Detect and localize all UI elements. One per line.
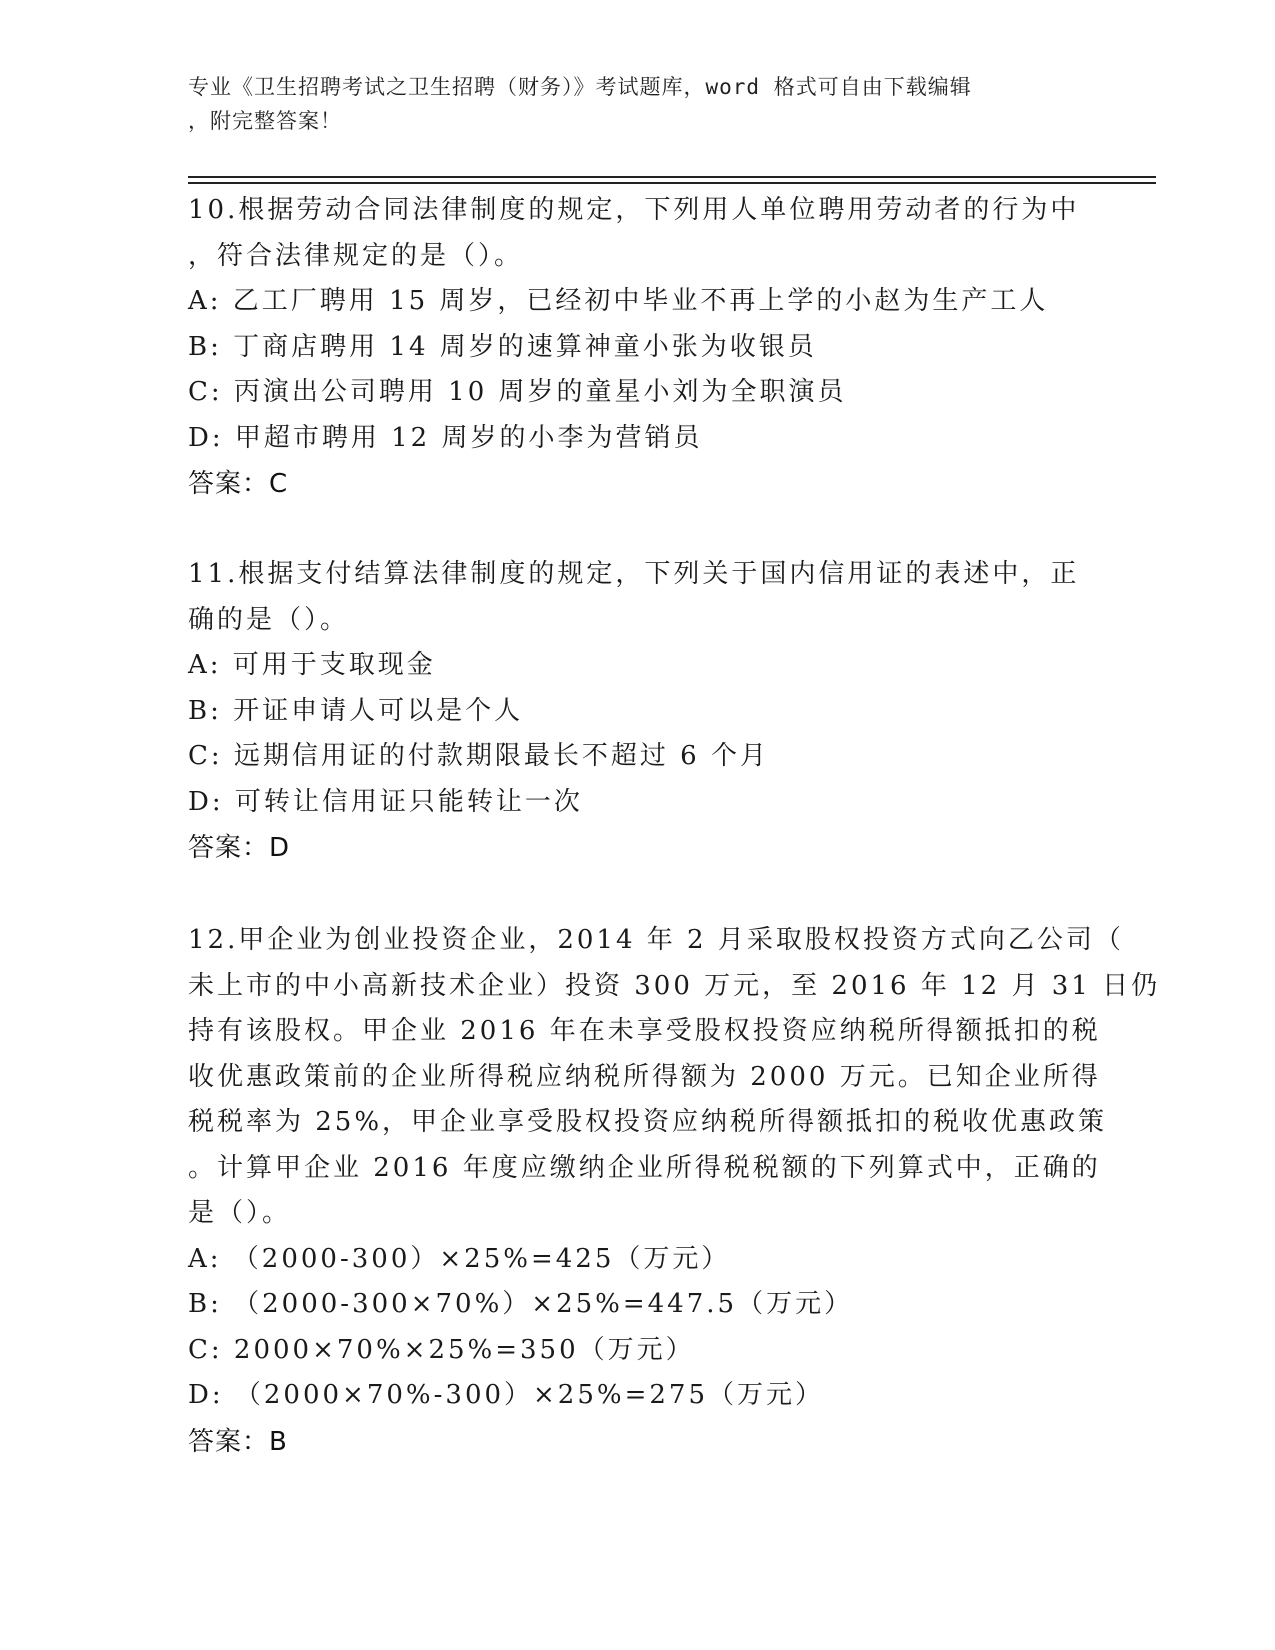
question-stem-line: 税税率为 25%，甲企业享受股权投资应纳税所得额抵扣的税收优惠政策 <box>188 1107 1108 1137</box>
question-stem-line: 确的是（）。 <box>188 604 350 635</box>
question-stem-line: 10.根据劳动合同法律制度的规定，下列用人单位聘用劳动者的行为中 <box>188 195 1080 225</box>
answer-line: 答案：C <box>188 469 289 499</box>
question-stem-line: ，符合法律规定的是（）。 <box>188 240 524 271</box>
question-stem-line: 未上市的中小高新技术企业）投资 300 万元，至 2016 年 12 月 31 日仍 <box>188 970 1161 1001</box>
question-11 <box>188 552 1088 871</box>
option-c: C: 2000×70%×25%=350（万元） <box>188 1334 695 1365</box>
option-d: D: 甲超市聘用 12 周岁的小李为营销员 <box>188 422 703 453</box>
option-a: A: 可用于支取现金 <box>188 650 436 680</box>
question-stem-line: 持有该股权。甲企业 2016 年在未享受股权投资应纳税所得额抵扣的税 <box>188 1016 1101 1046</box>
question-stem-line: 12.甲企业为创业投资企业，2014 年 2 月采取股权投资方式向乙公司（ <box>188 925 1124 955</box>
option-b: B: （2000-300×70%）×25%=447.5（万元） <box>188 1289 854 1319</box>
question-stem-line: 11.根据支付结算法律制度的规定，下列关于国内信用证的表述中，正 <box>188 559 1080 589</box>
header-line: ，附完整答案！ <box>188 109 342 133</box>
header-line: 专业《卫生招聘考试之卫生招聘（财务）》考试题库，word 格式可自由下载编辑 <box>188 75 972 99</box>
header-divider <box>188 176 1156 178</box>
question-12 <box>188 918 1161 1465</box>
document-header <box>188 70 1088 138</box>
option-a: A: 乙工厂聘用 15 周岁，已经初中毕业不再上学的小赵为生产工人 <box>188 286 1049 316</box>
option-d: D: （2000×70%-300）×25%=275（万元） <box>188 1380 825 1410</box>
question-stem-line: 。计算甲企业 2016 年度应缴纳企业所得税税额的下列算式中，正确的 <box>188 1152 1101 1183</box>
question-10 <box>188 188 1088 507</box>
option-d: D: 可转让信用证只能转让一次 <box>188 786 583 817</box>
answer-line: 答案：D <box>188 833 291 863</box>
option-c: C: 丙演出公司聘用 10 周岁的童星小刘为全职演员 <box>188 377 847 407</box>
answer-line: 答案：B <box>188 1426 288 1457</box>
option-c: C: 远期信用证的付款期限最长不超过 6 个月 <box>188 741 769 771</box>
header-divider <box>188 182 1156 184</box>
option-a: A: （2000-300）×25%=425（万元） <box>188 1243 731 1274</box>
option-b: B: 丁商店聘用 14 周岁的速算神童小张为收银员 <box>188 331 817 362</box>
question-stem-line: 收优惠政策前的企业所得税应纳税所得额为 2000 万元。已知企业所得 <box>188 1061 1101 1092</box>
question-stem-line: 是（）。 <box>188 1198 292 1228</box>
option-b: B: 开证申请人可以是个人 <box>188 695 524 726</box>
